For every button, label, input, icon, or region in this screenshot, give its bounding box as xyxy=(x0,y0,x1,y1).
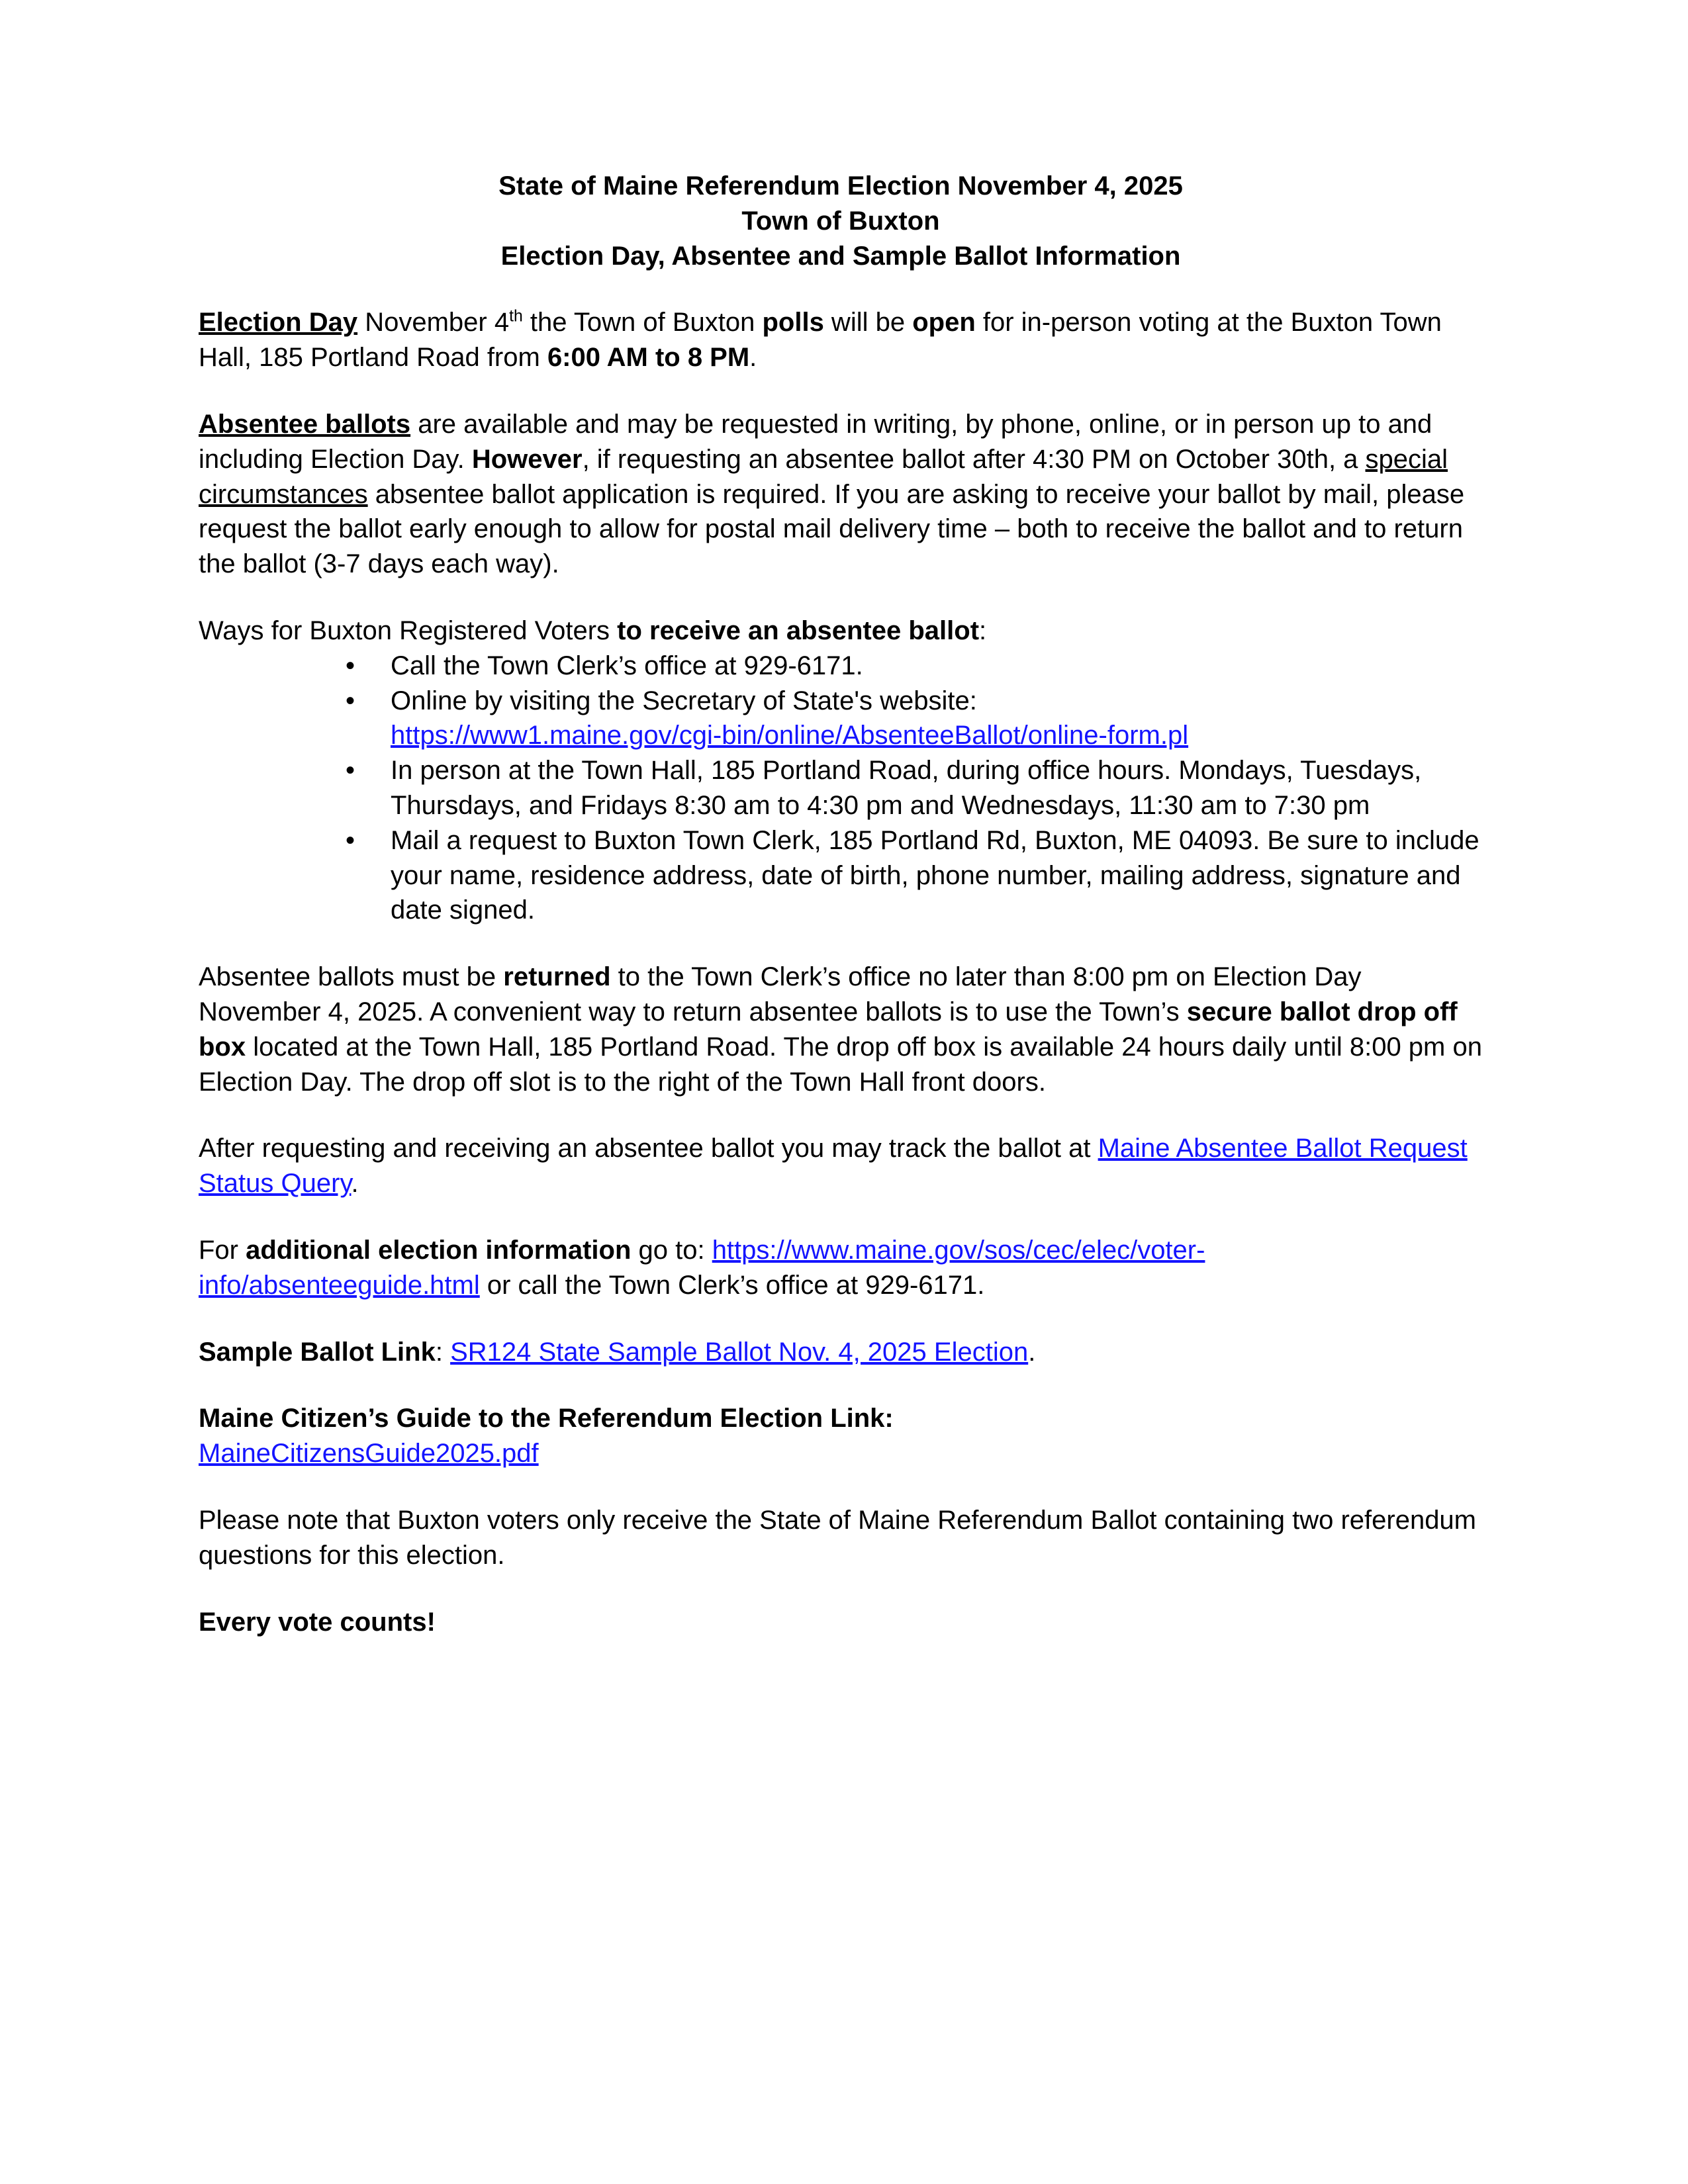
title-line-2: Town of Buxton xyxy=(741,206,940,236)
spacer xyxy=(199,582,1483,614)
list-item xyxy=(305,649,1483,684)
election-day-text-4: for in-person voting at the Buxton Town Hall, 185 Portland Road from xyxy=(199,308,1442,373)
note-paragraph: Please note that Buxton voters only receive the State of Maine Referendum Ballot containing two referendum questions for this election. xyxy=(199,1505,1476,1570)
absentee-text-3: absentee ballot application is required. If you are asking to receive your ballot by mail, please request the ballot early enough to allow for postal mail delivery time – both to receive the ballot and to return the ballot (3-7 days each way). xyxy=(199,479,1465,579)
election-day-text-3: will be xyxy=(823,308,913,338)
hours-bold: 6:00 AM to 8 PM xyxy=(547,343,750,373)
sample-ballot-link[interactable]: SR124 State Sample Ballot Nov. 4, 2025 Election xyxy=(450,1337,1029,1367)
spacer xyxy=(199,273,1483,305)
however-bold: However xyxy=(471,444,583,474)
ballot-status-query-link[interactable]: Maine Absentee Ballot Request Status Query xyxy=(199,1134,1468,1199)
spacer xyxy=(199,1573,1483,1605)
election-day-text-5: . xyxy=(749,343,757,373)
citizens-guide-link[interactable]: MaineCitizensGuide2025.pdf xyxy=(199,1439,539,1469)
additional-info-paragraph xyxy=(199,1233,1483,1303)
closing-bold: Every vote counts! xyxy=(199,1607,436,1637)
ways-intro-paragraph xyxy=(199,614,1483,649)
absentee-ballots-paragraph xyxy=(199,407,1483,582)
ways-intro-text-1: Ways for Buxton Registered Voters xyxy=(199,615,618,645)
spacer xyxy=(199,928,1483,960)
list-item-text: Mail a request to Buxton Town Clerk, 185 Portland Rd, Buxton, ME 04093. Be sure to include your name, residence address, date of birth, phone number, mailing address, signature and date signed. xyxy=(391,825,1479,925)
document-body xyxy=(199,169,1483,1639)
absentee-request-methods-list xyxy=(199,649,1483,928)
special-circumstances-underline: special circumstances xyxy=(199,444,1448,509)
election-day-text-1: November 4 xyxy=(357,308,510,338)
additional-text-3: or call the Town Clerk’s office at 929-6171. xyxy=(479,1270,985,1300)
election-day-paragraph xyxy=(199,305,1483,375)
list-item-text: In person at the Town Hall, 185 Portland Road, during office hours. Mondays, Tuesdays, Thursdays, and Fridays 8:30 am to 4:30 pm and Wednesdays, 11:30 am to 7:30 pm xyxy=(391,756,1422,820)
ways-intro-bold: to receive an absentee ballot xyxy=(617,615,980,645)
spacer xyxy=(199,1201,1483,1233)
spacer xyxy=(199,375,1483,407)
ways-intro-text-2: : xyxy=(979,615,987,645)
list-item xyxy=(305,684,1483,754)
sample-ballot-paragraph xyxy=(199,1335,1483,1370)
election-day-label: Election Day xyxy=(199,308,358,338)
absentee-guide-link[interactable]: https://www.maine.gov/sos/cec/elec/voter-info/absenteeguide.html xyxy=(199,1235,1205,1300)
document-title xyxy=(199,169,1483,273)
sample-ballot-text-1: : xyxy=(435,1337,451,1367)
return-text-3: located at the Town Hall, 185 Portland Road. The drop off box is available 24 hours daily until 8:00 pm on Election Day. The drop off slot is to the right of the Town Hall front doors. xyxy=(199,1032,1482,1097)
spacer xyxy=(199,1369,1483,1401)
sample-ballot-text-2: . xyxy=(1028,1337,1036,1367)
spacer xyxy=(199,1099,1483,1131)
return-text-1: Absentee ballots must be xyxy=(199,962,504,992)
citizens-guide-paragraph xyxy=(199,1401,1483,1471)
polls-bold: polls xyxy=(762,308,824,338)
election-day-text-2: the Town of Buxton xyxy=(522,308,763,338)
dropbox-bold: secure ballot drop off box xyxy=(199,997,1458,1062)
list-item-text: Call the Town Clerk’s office at 929-6171. xyxy=(391,651,863,680)
citizens-guide-label: Maine Citizen’s Guide to the Referendum Election Link: xyxy=(199,1404,894,1433)
title-line-3: Election Day, Absentee and Sample Ballot Information xyxy=(500,241,1181,271)
absentee-text-2: , if requesting an absentee ballot after 4:30 PM on October 30th, a xyxy=(582,444,1366,474)
election-day-ordinal: th xyxy=(509,308,523,326)
additional-bold: additional election information xyxy=(246,1235,632,1265)
track-text-1: After requesting and receiving an absentee ballot you may track the ballot at xyxy=(199,1134,1098,1163)
sample-ballot-label: Sample Ballot Link xyxy=(199,1337,436,1367)
absentee-text-1: are available and may be requested in writing, by phone, online, or in person up to and including Election Day. xyxy=(199,409,1432,474)
list-item xyxy=(305,753,1483,823)
list-item-text: Online by visiting the Secretary of State's website: xyxy=(391,686,977,715)
return-ballot-paragraph xyxy=(199,960,1483,1099)
return-text-2: to the Town Clerk’s office no later than 8:00 pm on Election Day November 4, 2025. A convenient way to return absentee ballots is to use the Town’s xyxy=(199,962,1362,1026)
closing-line xyxy=(199,1605,1483,1640)
list-item xyxy=(305,823,1483,928)
additional-text-2: go to: xyxy=(631,1235,712,1265)
track-ballot-paragraph xyxy=(199,1131,1483,1201)
absentee-ballots-label: Absentee ballots xyxy=(199,409,411,439)
returned-bold: returned xyxy=(503,962,611,992)
spacer xyxy=(199,1303,1483,1335)
absentee-online-form-link[interactable]: https://www1.maine.gov/cgi-bin/online/AbsenteeBallot/online-form.pl xyxy=(391,721,1189,751)
title-line-1: State of Maine Referendum Election November 4, 2025 xyxy=(498,171,1183,201)
additional-text-1: For xyxy=(199,1235,246,1265)
track-text-2: . xyxy=(351,1169,359,1199)
spacer xyxy=(199,1471,1483,1503)
open-bold: open xyxy=(912,308,976,338)
